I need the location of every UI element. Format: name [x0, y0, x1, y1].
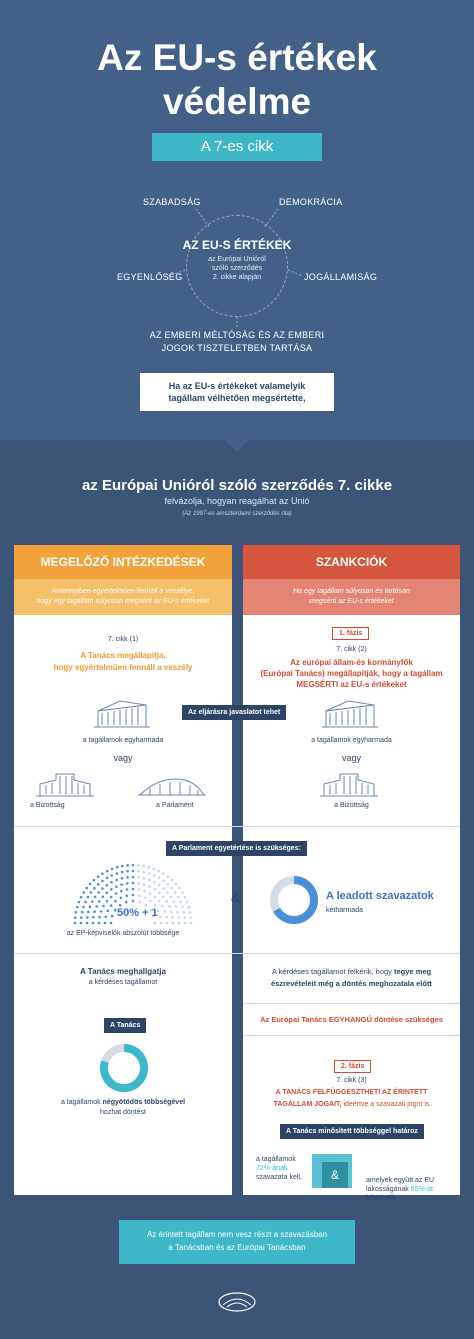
ep-seat-dot — [104, 922, 107, 925]
right-action-line-1: Az európai állam-és kormányfők — [290, 658, 413, 667]
suspension-text — [243, 1087, 460, 1111]
right-commission-label: a Bizottság — [334, 802, 369, 809]
ep-seat-dot — [111, 874, 114, 877]
ep-seat-dot — [101, 896, 104, 899]
ep-seat-dot — [179, 901, 182, 904]
ep-majority-label: az EP-képviselők abszolút többsége — [66, 930, 180, 937]
divider-line-3 — [243, 1003, 460, 1004]
ep-seat-dot — [171, 916, 174, 919]
ep-seat-dot — [95, 905, 98, 908]
ep-seat-dot — [154, 922, 157, 925]
ep-seat-dot — [148, 885, 151, 888]
article-title: az Európai Unióról szóló szerződés 7. cikke — [81, 477, 393, 494]
votes-title: A leadott szavazatok — [326, 890, 434, 902]
ep-seat-dot — [106, 891, 109, 894]
ep-seat-dot — [126, 864, 129, 867]
ep-seat-dot — [162, 896, 165, 899]
ep-seat-dot — [82, 891, 85, 894]
ep-seat-dot — [93, 879, 96, 882]
ep-seat-dot — [153, 881, 156, 884]
footer-line-2: a Tanácsban és az Európai Tanácsban — [168, 1243, 306, 1252]
ep-seat-dot — [175, 905, 178, 908]
ep-seat-dot — [177, 896, 180, 899]
ep-seat-dot — [106, 884, 109, 887]
ep-seat-dot — [178, 887, 181, 890]
ep-seat-dot — [132, 882, 135, 885]
ep-seat-dot — [114, 900, 117, 903]
ep-seat-dot — [162, 887, 165, 890]
qmv-ampersand: & — [322, 1162, 348, 1188]
four-fifths-donut — [98, 1042, 150, 1094]
observations-line-2: észrevételeit még a döntés meghozatala előtt — [271, 979, 432, 988]
left-hearing-line-1: A Tanács meghallgatja — [80, 967, 166, 976]
ep-seat-dot — [137, 864, 140, 867]
ep-seat-dot — [121, 877, 124, 880]
phase-1-badge: 1. fázis — [332, 627, 369, 640]
parliament-building-icon — [136, 775, 208, 797]
right-header: SZANKCIÓK — [243, 545, 460, 579]
title-line-2: védelme — [162, 81, 312, 122]
qmv-b-line-1: amelyek együtt az EU — [366, 1177, 435, 1184]
ep-seat-dot — [161, 905, 164, 908]
ep-seat-dot — [181, 891, 184, 894]
ep-seat-dot — [153, 874, 156, 877]
ep-seat-dot — [158, 891, 161, 894]
ep-seat-dot — [87, 911, 90, 914]
left-parliament-label: a Parlament — [156, 802, 194, 809]
four-fifths-prefix: a tagállamok — [60, 1099, 103, 1106]
ep-seat-dot — [168, 905, 171, 908]
ep-seat-dot — [170, 910, 173, 913]
suspension-line-2a: TAGÁLLAM JOGAIT, — [273, 1101, 344, 1108]
ep-seat-dot — [110, 881, 113, 884]
ep-seat-dot — [137, 876, 140, 879]
ep-seat-dot — [92, 922, 95, 925]
ep-seat-dot — [159, 915, 162, 918]
ep-seat-dot — [165, 900, 168, 903]
ep-seat-dot — [187, 906, 190, 909]
ep-seat-dot — [92, 916, 95, 919]
ep-majority-value: 50% + 1 — [117, 907, 158, 919]
ep-seat-dot — [153, 868, 156, 871]
ep-seat-dot — [126, 882, 129, 885]
ep-seat-dot — [115, 892, 118, 895]
right-or: vagy — [341, 753, 361, 763]
qmv-b-line-2a: lakosságának — [366, 1186, 411, 1193]
council-building-icon-right — [318, 697, 382, 729]
ep-seat-dot — [106, 870, 109, 873]
ep-seat-dot — [115, 879, 118, 882]
ep-seat-dot — [184, 922, 187, 925]
down-arrow-icon — [223, 438, 251, 452]
center-sub-line-3: 2. cikke alapján — [212, 274, 262, 281]
ep-seat-dot — [148, 879, 151, 882]
left-intro — [14, 579, 232, 615]
suspension-line-1: A TANÁCS FELFÜGGESZTHETI AZ ÉRINTETT — [275, 1089, 428, 1096]
right-member-states-third: a tagállamok egyharmada — [311, 737, 392, 744]
ep-seat-dot — [166, 891, 169, 894]
divider-line-4 — [243, 1035, 460, 1036]
ampersand: & — [231, 889, 241, 905]
ep-seat-dot — [184, 896, 187, 899]
ep-seat-dot — [87, 896, 90, 899]
ep-seat-dot — [183, 916, 186, 919]
council-pill: A Tanács — [104, 1018, 146, 1033]
left-intro-line-2: hogy egy tagállam súlyosan megsérti az EU-s értékeket — [36, 598, 210, 605]
left-action-line-2: hogy egyértelműen fennáll a veszély — [53, 663, 193, 672]
commission-building-icon-right — [318, 770, 380, 798]
ep-seat-dot — [85, 887, 88, 890]
ep-seat-dot — [80, 922, 83, 925]
right-action-line-2: (Európai Tanács) megállapítják, hogy a tagállam — [260, 669, 443, 678]
ep-seat-dot — [164, 910, 167, 913]
votes-subtitle: kétharmada — [326, 907, 363, 914]
ep-seat-dot — [74, 922, 77, 925]
right-intro-line-1: Ha egy tagállam súlyosan és tartósan — [293, 588, 410, 595]
ep-seat-dot — [172, 900, 175, 903]
value-rule-of-law: JOGÁLLAMISÁG — [304, 272, 378, 282]
ep-seat-dot — [162, 872, 165, 875]
ep-seat-dot — [89, 883, 92, 886]
ep-seat-dot — [80, 896, 83, 899]
footer-note — [119, 1220, 355, 1264]
ep-seat-dot — [148, 866, 151, 869]
article-badge: A 7-es cikk — [152, 133, 322, 161]
ep-seat-dot — [186, 901, 189, 904]
ep-seat-dot — [170, 896, 173, 899]
ep-seat-dot — [84, 901, 87, 904]
ep-seat-dot — [138, 901, 141, 904]
ep-seat-dot — [121, 865, 124, 868]
right-column — [243, 545, 460, 615]
council-building-icon — [90, 697, 154, 729]
ep-seat-dot — [106, 910, 109, 913]
ep-seat-dot — [86, 922, 89, 925]
left-commission-label: a Bizottság — [30, 802, 65, 809]
ep-seat-dot — [100, 910, 103, 913]
ep-seat-dot — [181, 906, 184, 909]
ep-seat-dot — [178, 922, 181, 925]
qmv-b-line-2b: 65%-át — [410, 1186, 433, 1193]
ep-seat-dot — [160, 922, 163, 925]
right-action — [243, 657, 460, 690]
phase-2-badge: 2. fázis — [334, 1060, 371, 1073]
left-hearing — [14, 966, 232, 988]
ep-seat-dot — [110, 904, 113, 907]
ep-seat-dot — [97, 891, 100, 894]
ep-seat-dot — [132, 888, 135, 891]
two-thirds-donut — [268, 874, 320, 926]
value-freedom: SZABADSÁG — [143, 197, 201, 207]
divider-line-2 — [14, 953, 460, 954]
left-action — [14, 650, 232, 674]
ep-seat-dot — [132, 894, 135, 897]
center-sub-line-1: az Európai Unióról — [208, 256, 266, 263]
ep-seat-dot — [132, 864, 135, 867]
left-or: vagy — [113, 753, 133, 763]
ep-seat-dot — [132, 870, 135, 873]
values-center-subtitle — [170, 255, 304, 282]
ep-seat-dot — [89, 905, 92, 908]
title-line-1: Az EU-s értékek — [97, 37, 377, 78]
left-hearing-line-2: a kérdéses tagállamot — [88, 979, 158, 986]
ep-seat-dot — [75, 911, 78, 914]
question-line-2: tagállam vélhetően megsértette, — [168, 393, 306, 403]
ep-seat-dot — [137, 882, 140, 885]
ep-seat-dot — [167, 875, 170, 878]
ep-seat-dot — [102, 905, 105, 908]
ep-seat-dot — [138, 894, 141, 897]
left-member-states-third: a tagállamok egyharmada — [82, 737, 164, 744]
right-article-ref: 7. cikk (2) — [336, 646, 367, 653]
question-line-1: Ha az EU-s értékeket valamelyik — [168, 381, 306, 391]
ep-seat-dot — [174, 891, 177, 894]
ep-seat-dot — [106, 877, 109, 880]
ep-seat-dot — [80, 916, 83, 919]
ep-seat-dot — [189, 911, 192, 914]
column-divider — [232, 545, 243, 1195]
ep-seat-dot — [110, 922, 113, 925]
ep-seat-dot — [126, 888, 129, 891]
ep-seat-dot — [177, 916, 180, 919]
ep-seat-dot — [171, 879, 174, 882]
ep-seat-dot — [93, 887, 96, 890]
ep-seat-dot — [76, 906, 79, 909]
european-parliament-logo — [217, 1291, 257, 1313]
ep-seat-dot — [144, 896, 147, 899]
observations-emphasis: tegye meg — [394, 967, 432, 976]
footer-line-1: Az érintett tagállam nem vesz részt a szavazásban — [146, 1230, 328, 1239]
ep-seat-dot — [120, 890, 123, 893]
qmv-a-line-2: 72%-ának — [256, 1165, 288, 1172]
ep-seat-dot — [162, 880, 165, 883]
human-dignity-line-2: JOGOK TISZTELETBEN TARTÁSA — [161, 343, 313, 353]
ep-seat-dot — [111, 915, 114, 918]
qmv-member-states — [256, 1155, 302, 1182]
parliament-consent-pill: A Parlament egyetértése is szükséges: — [166, 841, 307, 856]
ep-seat-dot — [97, 875, 100, 878]
center-sub-line-2: szóló szerződés — [211, 265, 263, 272]
left-column — [14, 545, 232, 615]
article-subtitle: felvázolja, hogyan reagálhat az Unió — [164, 496, 310, 506]
ep-seat-dot — [137, 870, 140, 873]
right-intro — [243, 579, 460, 615]
qmv-pill: A Tanács minősített többséggel határoz — [280, 1124, 424, 1139]
ep-seat-dot — [154, 896, 157, 899]
ep-seat-dot — [132, 900, 135, 903]
ep-seat-dot — [143, 890, 146, 893]
ep-seat-dot — [98, 922, 101, 925]
value-democracy: DEMOKRÁCIA — [279, 197, 343, 207]
ep-seat-dot — [143, 871, 146, 874]
article-note: (Az 1997-es amszterdami szerződés óta) — [182, 511, 292, 517]
ep-seat-dot — [176, 911, 179, 914]
ep-seat-dot — [166, 883, 169, 886]
ep-seat-dot — [98, 916, 101, 919]
ep-seat-dot — [143, 883, 146, 886]
ep-seat-dot — [183, 911, 186, 914]
ep-seat-dot — [82, 906, 85, 909]
ep-seat-dot — [104, 915, 107, 918]
ep-seat-dot — [125, 901, 128, 904]
left-article-ref: 7. cikk (1) — [107, 636, 139, 643]
qmv-b-line-3: képviselik — [366, 1195, 397, 1202]
ep-seat-dot — [101, 887, 104, 890]
right-intro-line-2: megsérti az EU-s értékeket — [309, 598, 394, 605]
unanimous-decision: Az Európai Tanács EGYHANGÚ döntése szükséges — [260, 1015, 443, 1024]
ep-seat-dot — [166, 922, 169, 925]
ep-seat-dot — [106, 900, 109, 903]
values-center-title: AZ EU-S ÉRTÉKEK — [182, 238, 292, 252]
ep-seat-dot — [116, 872, 119, 875]
ep-seat-dot — [153, 888, 156, 891]
four-fifths-emphasis: négyötödös többségével — [102, 1099, 186, 1106]
ep-seat-dot — [149, 900, 152, 903]
human-dignity-line-1: AZ EMBERI MÉLTÓSÁG ÉS AZ EMBERI — [149, 330, 325, 340]
ep-seat-dot — [126, 870, 129, 873]
ep-seat-dot — [158, 900, 161, 903]
ep-seat-dot — [158, 877, 161, 880]
ep-seat-dot — [143, 877, 146, 880]
ep-seat-dot — [94, 896, 97, 899]
ep-seat-dot — [165, 916, 168, 919]
ep-seat-dot — [138, 888, 141, 891]
question-box — [140, 373, 334, 411]
ep-seat-dot — [81, 911, 84, 914]
ep-seat-dot — [170, 887, 173, 890]
ep-seat-dot — [101, 880, 104, 883]
divider-line — [14, 826, 460, 827]
ep-seat-dot — [110, 896, 113, 899]
four-fifths-label — [14, 1098, 232, 1118]
ep-seat-dot — [148, 872, 151, 875]
left-header: MEGELŐZŐ INTÉZKEDÉSEK — [14, 545, 232, 579]
ep-seat-dot — [93, 910, 96, 913]
ep-seat-dot — [121, 871, 124, 874]
ep-seat-dot — [132, 876, 135, 879]
qmv-a-line-1: a tagállamok — [256, 1156, 296, 1163]
ep-seat-dot — [115, 885, 118, 888]
ep-seat-dot — [74, 916, 77, 919]
ep-seat-dot — [175, 883, 178, 886]
suspension-line-2b: ideértve a szavazati jogot is — [343, 1101, 430, 1108]
ep-seat-dot — [189, 916, 192, 919]
value-equality: EGYENLŐSÉG — [117, 272, 183, 282]
ep-seat-dot — [111, 868, 114, 871]
ep-seat-dot — [149, 892, 152, 895]
right-action-line-3: MEGSÉRTI az EU-s értékeket — [296, 680, 407, 689]
ep-seat-dot — [101, 872, 104, 875]
ep-seat-dot — [110, 888, 113, 891]
ep-seat-dot — [120, 896, 123, 899]
qmv-population — [366, 1176, 434, 1203]
ep-seat-dot — [97, 883, 100, 886]
right-observations — [243, 966, 460, 990]
ep-seat-dot — [90, 891, 93, 894]
ep-seat-dot — [158, 870, 161, 873]
commission-building-icon — [34, 770, 96, 798]
ep-seat-dot — [91, 900, 94, 903]
ep-seat-dot — [78, 901, 81, 904]
left-intro-line-1: Amennyiben egyértelműen fennáll a veszélye, — [51, 588, 195, 595]
ep-seat-dot — [98, 900, 101, 903]
four-fifths-suffix: hozhat döntést — [100, 1109, 146, 1116]
qmv-a-line-3: szavazata kell, — [256, 1174, 302, 1181]
ep-seat-dot — [116, 866, 119, 869]
ep-seat-dot — [142, 865, 145, 868]
ep-seat-dot — [190, 922, 193, 925]
right-article-ref-3: 7. cikk (3) — [336, 1077, 367, 1084]
ep-seat-dot — [158, 884, 161, 887]
propose-pill: Az eljárásra javaslatot tehet — [182, 705, 286, 720]
ep-seat-dot — [125, 894, 128, 897]
left-action-line-1: A Tanács megállapítja, — [80, 651, 166, 660]
ep-seat-dot — [86, 916, 89, 919]
ep-seat-dot — [120, 883, 123, 886]
ep-seat-dot — [126, 876, 129, 879]
observations-prefix: A kérdéses tagállamot felkérik, hogy — [271, 967, 395, 976]
ep-seat-dot — [172, 922, 175, 925]
